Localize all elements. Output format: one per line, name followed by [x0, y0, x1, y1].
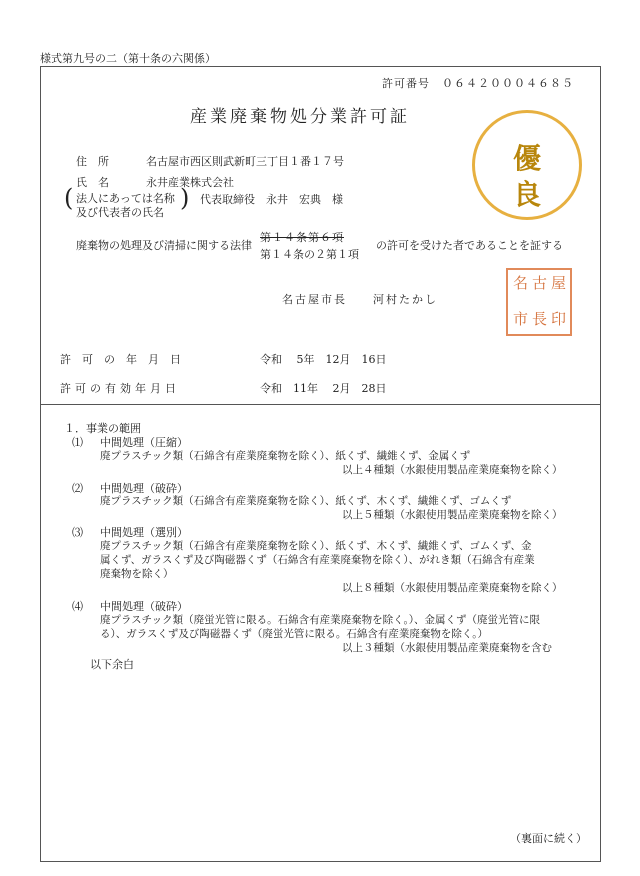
item-line: 廃プラスチック類（石綿含有産業廃棄物を除く）、紙くず、繊維くず、金属くず [100, 450, 471, 462]
mayor-stamp [506, 268, 572, 336]
stamp-char: 屋 [551, 274, 567, 292]
item-line: 属くず、ガラスくず及び陶磁器くず（石綿含有産業廃棄物を除く）、がれき類（石綿含有産業 [100, 554, 535, 566]
valid-date-value: 令和 11年 2月 28日 [260, 382, 387, 395]
form-note: 様式第九号の二（第十条の六関係） [40, 52, 216, 65]
name-label: 氏 名 [76, 176, 109, 189]
item-number: ⑵ [72, 482, 83, 495]
item-number: ⑷ [72, 600, 83, 613]
address-label: 住 所 [76, 155, 109, 168]
law-text-pre: 廃棄物の処理及び清掃に関する法律 [76, 239, 252, 252]
corp-note-1: 法人にあっては名称 [76, 192, 175, 205]
item-line: る）、ガラスくず及び陶磁器くず（廃蛍光管に限る。石綿含有産業廃棄物を除く。） [100, 628, 488, 640]
item-line: 廃プラスチック類（石綿含有産業廃棄物を除く）、紙くず、木くず、繊維くず、ゴムくず、金 [100, 540, 532, 552]
item-number: ⑴ [72, 436, 83, 449]
stamp-char: 長 [532, 310, 548, 328]
stamp-char: 印 [551, 310, 567, 328]
continued-note: （裏面に続く） [510, 832, 587, 845]
page-title: 産業廃棄物処分業許可証 [190, 107, 410, 127]
stamp-char: 市 [513, 310, 529, 328]
issuer: 名古屋市長 河村たかし [282, 293, 438, 306]
representative: 代表取締役 永井 宏典 様 [200, 193, 343, 206]
item-summary: 以上５種類（水銀使用製品産業廃棄物を除く） [342, 509, 563, 521]
seal-char-1: 優 [512, 142, 541, 175]
item-line: 廃プラスチック類（廃蛍光管に限る。石綿含有産業廃棄物を除く。）、金属くず（廃蛍光管に限 [100, 614, 540, 626]
item-process: 中間処理（破砕） [100, 600, 188, 613]
corp-bracket-open: ( [64, 184, 74, 212]
law-text-post: の許可を受けた者であることを証する [376, 239, 563, 252]
address-value: 名古屋市西区則武新町三丁目１番１７号 [146, 155, 344, 168]
valid-date-label: 許可の有効年月日 [60, 382, 180, 395]
item-summary: 以上８種類（水銀使用製品産業廃棄物を除く） [342, 582, 563, 594]
seal-char-2: 良 [512, 178, 541, 211]
stamp-char: 古 [532, 274, 548, 292]
permit-date-value: 令和 5年 12月 16日 [260, 353, 387, 366]
scope-heading: １．事業の範囲 [64, 422, 141, 435]
law-article-struck: 第１４条第６項 [260, 231, 344, 244]
section-divider [40, 404, 601, 405]
item-summary: 以上３種類（水銀使用製品産業廃棄物を含む [342, 642, 552, 654]
name-value: 永井産業株式会社 [146, 176, 234, 189]
permit-number: 許可番号 ０６４２０００４６８５ [382, 77, 574, 90]
item-line: 廃棄物を除く） [100, 568, 174, 580]
permit-date-label: 許 可 の 年 月 日 [60, 353, 181, 366]
corp-bracket-close: ) [180, 184, 190, 212]
item-line: 廃プラスチック類（石綿含有産業廃棄物を除く）、紙くず、木くず、繊維くず、ゴムくず [100, 495, 512, 507]
item-process: 中間処理（選別） [100, 526, 188, 539]
item-process: 中間処理（破砕） [100, 482, 188, 495]
item-process: 中間処理（圧縮） [100, 436, 188, 449]
corp-note-2: 及び代表者の氏名 [76, 206, 164, 219]
excellence-seal [472, 110, 582, 220]
stamp-char: 名 [513, 274, 529, 292]
law-article: 第１４条の２第１項 [260, 248, 359, 261]
end-note: 以下余白 [90, 658, 134, 671]
item-number: ⑶ [72, 526, 83, 539]
item-summary: 以上４種類（水銀使用製品産業廃棄物を除く） [342, 464, 563, 476]
